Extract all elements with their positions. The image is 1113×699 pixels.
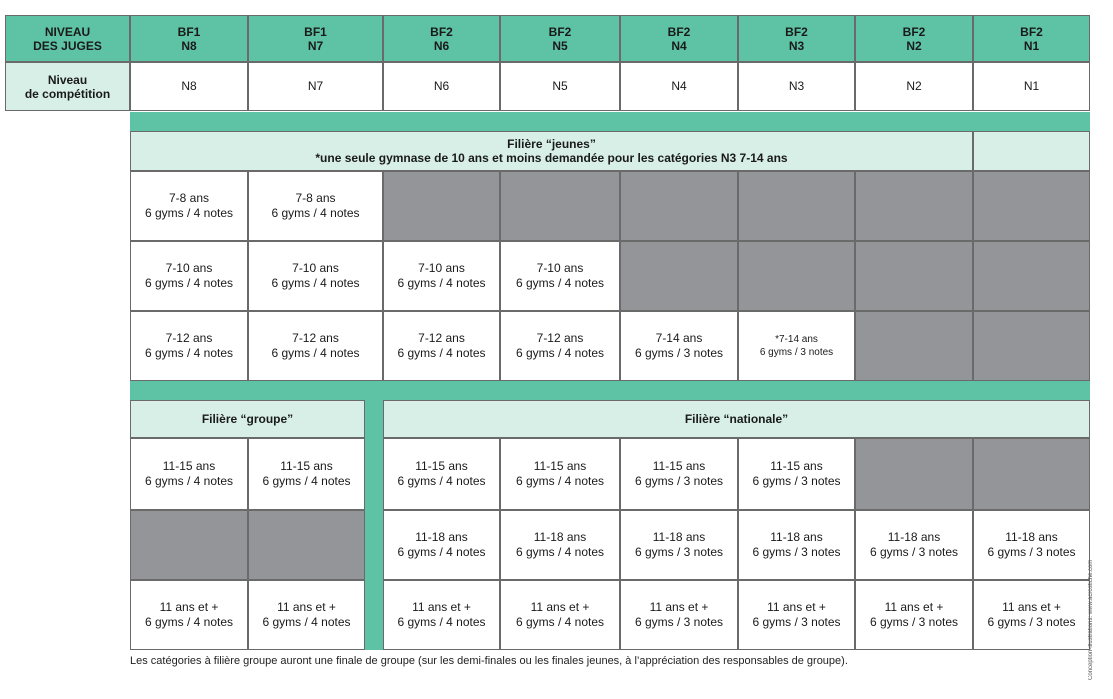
empty-cell xyxy=(248,510,365,580)
cell-text xyxy=(145,459,233,489)
empty-cell xyxy=(855,171,973,241)
competition-level-value xyxy=(130,62,248,111)
category-cell xyxy=(620,311,738,381)
cell-text xyxy=(315,137,787,165)
gyms-notes: 6 gyms / 4 notes xyxy=(262,474,351,488)
age-range: 11-15 ans xyxy=(280,459,333,473)
gyms-notes: 6 gyms / 4 notes xyxy=(271,346,360,360)
cell-text xyxy=(397,459,485,489)
gyms-notes: 6 gyms / 4 notes xyxy=(397,346,486,360)
competition-level-text: N4 xyxy=(671,79,687,93)
cell-text xyxy=(397,261,485,291)
age-range: 7-8 ans xyxy=(295,191,336,205)
gyms-notes: 6 gyms / 4 notes xyxy=(515,474,605,488)
header-label-line1: NIVEAU xyxy=(44,24,91,39)
competition-level-value xyxy=(500,62,620,111)
category-cell xyxy=(500,580,620,650)
judge-level-n: N1 xyxy=(1023,38,1040,53)
cell-text xyxy=(785,25,808,53)
empty-cell xyxy=(738,241,855,311)
nationale-section-title xyxy=(383,400,1090,438)
age-range: 7-12 ans xyxy=(536,331,584,345)
judge-level-bf: BF2 xyxy=(548,24,572,39)
age-range: 11 ans et + xyxy=(277,600,336,614)
empty-cell xyxy=(855,438,973,510)
judge-level-column-header xyxy=(973,15,1090,62)
age-range: 7-12 ans xyxy=(165,331,213,345)
judge-level-column-header xyxy=(855,15,973,62)
cell-text xyxy=(145,600,233,630)
judge-level-column-header xyxy=(248,15,383,62)
age-range: 7-10 ans xyxy=(418,261,465,275)
competition-level-value xyxy=(738,62,855,111)
judge-level-column-header xyxy=(383,15,500,62)
age-range: 7-12 ans xyxy=(292,331,339,345)
cell-text xyxy=(397,331,485,361)
cell-text xyxy=(870,530,958,560)
competition-label-line2: de compétition xyxy=(24,86,111,101)
cell-text xyxy=(635,600,723,630)
cell-text xyxy=(145,331,233,361)
category-cell xyxy=(620,580,738,650)
age-range: 11-18 ans xyxy=(1005,530,1058,544)
judge-level-column-header xyxy=(500,15,620,62)
competition-level-value xyxy=(383,62,500,111)
age-range: 11-15 ans xyxy=(770,459,823,473)
empty-cell xyxy=(973,438,1090,510)
category-cell xyxy=(620,510,738,580)
judge-level-bf: BF2 xyxy=(430,24,453,39)
section-separator xyxy=(130,381,1090,400)
cell-text xyxy=(516,530,604,560)
gyms-notes: 6 gyms / 4 notes xyxy=(397,474,486,488)
age-range: 11 ans et + xyxy=(649,600,709,614)
cell-text xyxy=(178,25,201,53)
cell-text xyxy=(516,261,604,291)
category-cell xyxy=(500,510,620,580)
competition-level-value xyxy=(620,62,738,111)
age-range: 11-15 ans xyxy=(533,459,587,473)
category-cell xyxy=(738,580,855,650)
judge-level-n: N6 xyxy=(433,38,450,53)
competition-level-text: N1 xyxy=(1023,79,1040,93)
competition-level-text: N3 xyxy=(788,79,805,93)
category-cell xyxy=(383,438,500,510)
category-cell xyxy=(248,580,365,650)
judge-level-bf: BF2 xyxy=(785,24,808,39)
competition-level-value xyxy=(855,62,973,111)
age-range: 7-12 ans xyxy=(418,331,465,345)
cell-text xyxy=(987,600,1075,630)
category-cell xyxy=(855,510,973,580)
judge-level-bf: BF1 xyxy=(177,24,201,39)
age-range: 7-10 ans xyxy=(536,261,584,275)
judge-level-column-header xyxy=(620,15,738,62)
category-cell xyxy=(130,580,248,650)
age-range: 11 ans et + xyxy=(530,600,590,614)
gyms-notes: 6 gyms / 3 notes xyxy=(634,545,724,559)
category-cell xyxy=(248,438,365,510)
cell-text xyxy=(1020,25,1043,53)
cell-text xyxy=(752,459,840,489)
groupe-section-title xyxy=(130,400,365,438)
jeunes-section-title xyxy=(130,131,973,171)
category-cell xyxy=(383,241,500,311)
gyms-notes: 6 gyms / 4 notes xyxy=(271,206,360,220)
cell-text xyxy=(635,331,723,361)
cell-text xyxy=(25,73,110,101)
age-range: 11-18 ans xyxy=(887,530,941,544)
cell-text xyxy=(987,530,1075,560)
age-range: 11-18 ans xyxy=(770,530,823,544)
age-range: 11-15 ans xyxy=(652,459,706,473)
jeunes-title-extension xyxy=(973,131,1090,171)
age-range: 11-18 ans xyxy=(533,530,587,544)
gyms-notes: 6 gyms / 4 notes xyxy=(397,545,486,559)
gyms-notes: 6 gyms / 4 notes xyxy=(271,276,360,290)
competition-level-text: N7 xyxy=(307,79,324,93)
cell-text xyxy=(430,25,453,53)
jeunes-subtitle: *une seule gymnase de 10 ans et moins demandée pour les catégories N3 7-14 ans xyxy=(315,151,788,165)
age-range: *7-14 ans xyxy=(775,334,818,345)
category-cell xyxy=(855,580,973,650)
category-cell xyxy=(738,438,855,510)
age-range: 11-15 ans xyxy=(162,459,216,473)
judge-level-n: N4 xyxy=(671,38,687,53)
gyms-notes: 6 gyms / 3 notes xyxy=(869,615,959,629)
empty-cell xyxy=(738,171,855,241)
cell-text xyxy=(903,25,926,53)
gyms-notes: 6 gyms / 4 notes xyxy=(262,615,351,629)
category-cell xyxy=(738,311,855,381)
category-cell xyxy=(130,311,248,381)
category-cell xyxy=(248,241,383,311)
competition-level-text: N2 xyxy=(906,79,922,93)
category-cell xyxy=(130,241,248,311)
category-cell xyxy=(620,438,738,510)
nationale-title: Filière “nationale” xyxy=(684,412,789,426)
judge-level-n: N3 xyxy=(788,38,805,53)
empty-cell xyxy=(620,171,738,241)
age-range: 11 ans et + xyxy=(412,600,471,614)
cell-text xyxy=(397,530,485,560)
category-cell xyxy=(383,510,500,580)
competition-level-text: N5 xyxy=(552,79,568,93)
cell-text xyxy=(752,600,840,630)
category-cell xyxy=(383,580,500,650)
gyms-notes: 6 gyms / 3 notes xyxy=(752,545,841,559)
gyms-notes: 6 gyms / 4 notes xyxy=(144,206,234,220)
cell-text xyxy=(635,459,723,489)
empty-cell xyxy=(973,311,1090,381)
age-range: 7-14 ans xyxy=(655,331,703,345)
judge-level-bf: BF2 xyxy=(667,24,691,39)
judge-level-n: N8 xyxy=(181,38,197,53)
age-range: 7-10 ans xyxy=(292,261,339,275)
competition-label-line1: Niveau xyxy=(47,72,88,87)
gyms-notes: 6 gyms / 4 notes xyxy=(515,346,605,360)
category-cell xyxy=(248,311,383,381)
cell-text xyxy=(549,25,572,53)
empty-cell xyxy=(383,171,500,241)
age-range: 11 ans et + xyxy=(1002,600,1061,614)
cell-text xyxy=(271,191,359,221)
judge-level-column-header xyxy=(130,15,248,62)
judge-level-column-header xyxy=(738,15,855,62)
cell-text xyxy=(397,600,485,630)
empty-cell xyxy=(620,241,738,311)
competition-level-text: N6 xyxy=(433,79,450,93)
cell-text xyxy=(516,331,604,361)
cell-text xyxy=(271,261,359,291)
cell-text xyxy=(516,600,604,630)
cell-text xyxy=(145,261,233,291)
category-cell xyxy=(500,241,620,311)
category-cell xyxy=(130,171,248,241)
competition-level-value xyxy=(973,62,1090,111)
gyms-notes: 6 gyms / 3 notes xyxy=(752,474,841,488)
gyms-notes: 6 gyms / 4 notes xyxy=(397,615,486,629)
category-cell xyxy=(738,510,855,580)
section-separator xyxy=(130,112,1090,131)
category-cell xyxy=(248,171,383,241)
judge-level-n: N7 xyxy=(307,38,324,53)
cell-text xyxy=(668,25,691,53)
gyms-notes: 6 gyms / 3 notes xyxy=(759,347,834,358)
empty-cell xyxy=(500,171,620,241)
age-range: 11 ans et + xyxy=(884,600,944,614)
cell-text xyxy=(760,333,833,359)
judge-level-bf: BF2 xyxy=(902,24,926,39)
footnote: Les catégories à filière groupe auront une finale de groupe (sur les demi-finales ou les finales jeunes, à l’appréciation des responsables de groupe). xyxy=(130,655,848,667)
gyms-notes: 6 gyms / 4 notes xyxy=(144,615,234,629)
gyms-notes: 6 gyms / 4 notes xyxy=(397,276,486,290)
empty-cell xyxy=(855,241,973,311)
groupe-title: Filière “groupe” xyxy=(201,412,294,426)
category-cell xyxy=(383,311,500,381)
gyms-notes: 6 gyms / 3 notes xyxy=(987,615,1076,629)
empty-cell xyxy=(973,171,1090,241)
gyms-notes: 6 gyms / 4 notes xyxy=(144,276,234,290)
gyms-notes: 6 gyms / 3 notes xyxy=(634,346,724,360)
header-label-line2: DES JUGES xyxy=(33,38,102,53)
judge-level-bf: BF1 xyxy=(304,24,327,39)
cell-text xyxy=(262,459,350,489)
cell-text xyxy=(635,530,723,560)
age-range: 7-10 ans xyxy=(165,261,213,275)
cell-text xyxy=(271,331,359,361)
gyms-notes: 6 gyms / 3 notes xyxy=(987,545,1076,559)
gyms-notes: 6 gyms / 4 notes xyxy=(515,545,605,559)
judges-level-header xyxy=(5,15,130,62)
gyms-notes: 6 gyms / 3 notes xyxy=(869,545,959,559)
category-cell xyxy=(500,438,620,510)
cell-text xyxy=(870,600,958,630)
gyms-notes: 6 gyms / 3 notes xyxy=(752,615,841,629)
credit-text: Conception-illustrations: www.acrostiche.com xyxy=(1088,559,1094,680)
empty-cell xyxy=(130,510,248,580)
cell-text xyxy=(145,191,233,221)
age-range: 11-18 ans xyxy=(652,530,706,544)
age-range: 11-15 ans xyxy=(415,459,468,473)
cell-text xyxy=(262,600,350,630)
vertical-separator xyxy=(365,400,383,650)
age-range: 7-8 ans xyxy=(168,191,209,205)
empty-cell xyxy=(973,241,1090,311)
category-cell xyxy=(973,510,1090,580)
judge-level-n: N2 xyxy=(906,38,922,53)
cell-text xyxy=(752,530,840,560)
gyms-notes: 6 gyms / 3 notes xyxy=(634,615,724,629)
judge-level-n: N5 xyxy=(552,38,568,53)
age-range: 11-18 ans xyxy=(415,530,468,544)
competition-level-value xyxy=(248,62,383,111)
empty-cell xyxy=(855,311,973,381)
cell-text xyxy=(304,25,327,53)
competition-level-label xyxy=(5,62,130,111)
gyms-notes: 6 gyms / 3 notes xyxy=(634,474,724,488)
cell-text xyxy=(516,459,604,489)
category-cell xyxy=(130,438,248,510)
gyms-notes: 6 gyms / 4 notes xyxy=(144,346,234,360)
age-range: 11 ans et + xyxy=(767,600,826,614)
jeunes-title: Filière “jeunes” xyxy=(507,137,596,151)
category-cell xyxy=(500,311,620,381)
gyms-notes: 6 gyms / 4 notes xyxy=(515,615,605,629)
judge-level-bf: BF2 xyxy=(1020,24,1043,39)
competition-level-text: N8 xyxy=(181,79,197,93)
age-range: 11 ans et + xyxy=(159,600,219,614)
gyms-notes: 6 gyms / 4 notes xyxy=(144,474,234,488)
cell-text xyxy=(33,25,102,53)
gyms-notes: 6 gyms / 4 notes xyxy=(515,276,605,290)
category-cell xyxy=(973,580,1090,650)
